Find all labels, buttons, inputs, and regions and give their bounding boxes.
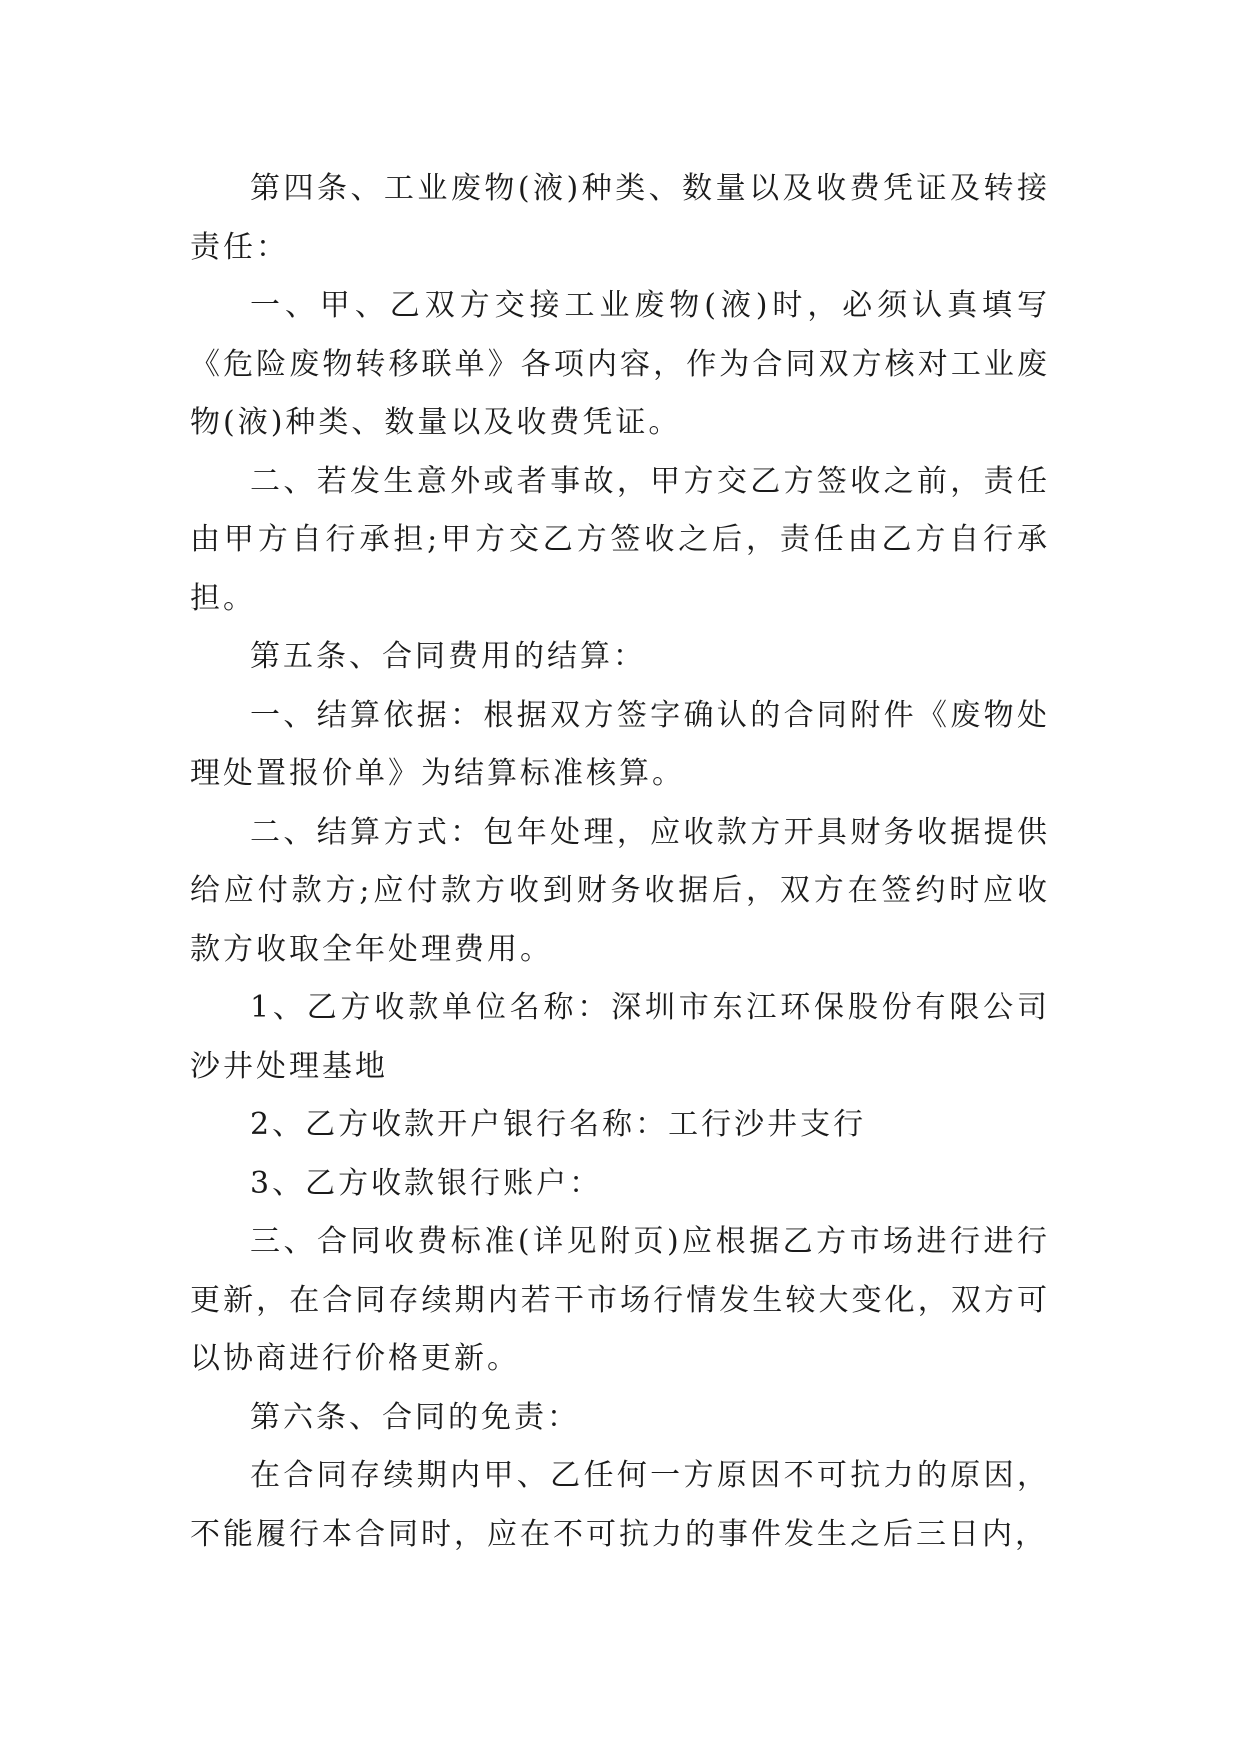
article-4-heading: 第四条、工业废物(液)种类、数量以及收费凭证及转接责任： — [190, 171, 1050, 265]
article-4-clause-2: 二、若发生意外或者事故，甲方交乙方签收之前，责任由甲方自行承担;甲方交乙方签收之后，责任由乙方自行承担。 — [190, 463, 1050, 616]
article-6-clause: 在合同存续期内甲、乙任何一方原因不可抗力的原因，不能履行本合同时，应在不可抗力的事件发生之后三日内， — [190, 1458, 1050, 1552]
article-5-clause-1: 一、结算依据：根据双方签字确认的合同附件《废物处理处置报价单》为结算标准核算。 — [190, 697, 1050, 791]
article-5-heading: 第五条、合同费用的结算： — [250, 639, 646, 674]
article-5-clause-3: 三、合同收费标准(详见附页)应根据乙方市场进行进行更新，在合同存续期内若干市场行情发生较大变化，双方可以协商进行价格更新。 — [190, 1224, 1050, 1376]
payee-name: 1、乙方收款单位名称：深圳市东江环保股份有限公司沙井处理基地 — [190, 990, 1050, 1084]
payee-bank: 2、乙方收款开户银行名称：工行沙井支行 — [250, 1107, 867, 1142]
article-6-heading: 第六条、合同的免责： — [250, 1399, 580, 1435]
article-4-clause-1: 一、甲、乙双方交接工业废物(液)时，必须认真填写《危险废物转移联单》各项内容，作为合同双方核对工业废物(液)种类、数量以及收费凭证。 — [190, 288, 1050, 440]
article-5-clause-2: 二、结算方式：包年处理，应收款方开具财务收据提供给应付款方;应付款方收到财务收据后，双方在签约时应收款方收取全年处理费用。 — [190, 814, 1050, 967]
document-body — [190, 160, 1050, 1564]
payee-account: 3、乙方收款银行账户： — [250, 1165, 603, 1201]
